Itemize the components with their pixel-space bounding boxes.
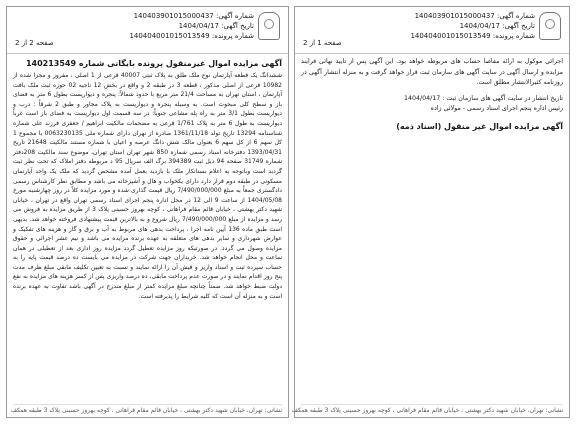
page-footer: نشانی: تهران، خیابان شهید دکتر بهشتی ، خیابان قائم مقام فراهانی ، کوچه بهروز حسینی پلاک 3 طبقه همکف: [301, 404, 563, 414]
emblem-icon: [258, 12, 280, 40]
notice-number: شماره آگهی: 140403901015000437: [133, 12, 254, 20]
notice-title: آگهی مزایده اموال غیرمنقول پرونده بایگانی شماره 140213549: [25, 59, 282, 68]
page-header: [7, 7, 288, 54]
notice-date: تاریخ آگهی: 1404/04/17: [178, 22, 254, 30]
case-number: شماره پرونده: 140404001015013549: [129, 32, 254, 40]
notice-number: شماره آگهی: 140403901015000437: [414, 12, 535, 20]
notice-page-1: [291, 6, 570, 418]
emblem-icon: [539, 12, 561, 40]
page-header: [295, 7, 569, 54]
publish-date: تاریخ انتشار در سایت آگهی های سازمان ثبت : 1404/04/17: [404, 94, 563, 102]
notice-date: تاریخ آگهی: 1404/04/17: [459, 22, 535, 30]
page-footer: نشانی: تهران، خیابان شهید دکتر بهشتی ، خیابان قائم مقام فراهانی ، کوچه بهروز حسینی پلاک 3 طبقه همکف: [13, 404, 282, 414]
page-number: صفحه 2 از 2: [15, 39, 54, 47]
page-body: [295, 54, 569, 131]
page-body: [7, 54, 288, 301]
intro-paragraph: اجرائی موکول به ارائه مفاصا حساب های مربوطه خواهد بود. این آگهی پس از تایید نهائی فرایند مزایده و ارسال آگهی در سایت آگهی های سازمان ثبت قرار خواهد گرفت و به منزله انتشار آگهی در روزنامه کثیرالانتشار مطلق است.: [301, 58, 563, 87]
office-signature: رئیس اداره پنجم اجرای اسناد رسمی - مولائی زاده: [430, 105, 563, 113]
section-title: آگهی مزایده اموال غیر منقول (اسناد ذمه): [396, 121, 563, 131]
notice-meta: [410, 11, 535, 41]
notice-body: ششدانگ یک قطعه آپارتمان نوع ملک طلق به پلاک ثبتی 40007 فرعی از 1 اصلی ، مفروز و مجزا شده از 10982 فرعی از اصلی مذکور ، قطعه 3 در طبقه 2 و واقع در بخش 12 ناحیه 02 حوزه ثبت ملک بافت آپارتمان ، استان تهران به مساحت 21/4 متر مربع با حدود شمالاً: پنجره و دیواریست بطول 6 متر به فضای باز و سطح کلی مبحوث است. به وسیله پنجره و دیواریست به پلاک مجاور و طبق 2 شرقاً : درب و دیواریست بطول 3/1 متر به راه پله مشاعی جنوباً: در سه قسمت اول دیواریست به فضای باز است غرباً دیواریست به طول 6 متر به پلاک 1/761 فرعی به مضحمات مالکیت ابراهیم / جعفری فرزند علی شماره شناسنامه 13294 تاریخ تولد 1361/11/18 صادره از تهران دارای شماره ملی 0063230135 با مجموع 1 کل سهم 6 از کل سهم 6 بعنوان مالک شش دانگ عرصه و اعیان با شماره مستند مالکیت 21648 تاریخ 1393/04/31 دفترخانه اسناد رسمی شماره 850 شهر تهران استان تهران، موضوع سند مالکیت 208دفتر شماره 31749 صفحه 94 ذیل ثبت 394389 برگ الف سریال 95 د مربوطه دفتر املاک که تحت نظر ثبت گردید است وبانوجه به اعلام بستانکار ملک با بازدید بعمل آمده مشخص گردید که ملک یک واحد آپارتمان مسکونی در طبقه دوم قرار دارد دارای یکخواب و هال و آشپزخانه می باشد و مطابق نظر کارشناس رسمی دادگستری جمعاً به مبلغ 7/490/000/000 ریال قیمت گذاری شده و مورد مزایده کلاً در روز چهارشنبه مورخ 1404/05/08 از ساعت 9 الی 12 در محل اداره پنجم اجرای اسناد رسمی تهران واقع در تهران ، خیابان شهید دکتر بهشتی ، خیابان قائم مقام فراهانی ، کوچه بهروز حسینی پلاک 3 از طریق مزایده به فروش می رسد و مزایده از مبلغ 7/490/000/000 ریال شروع و به بالاترین قیمت پیشنهادی فروخته خواهد شد. بدیهی است طبق ماده 136 آیین نامه اجرا ، پرداخت بدهی های مربوط به آب و برق و گاز و هزینه های تفکیک و عوارض شهرداری و سایر بدهی های متعلقه به عهده برنده مزایده می باشد و نیم عشر اجرائی و حقوق مزایده وصول می گردد. در صورتیکه روز مزایده تعطیل گردد مزایده روز اداری بعد از تعطیلی در همان ساعت و محل انجام خواهد شد. خریداران جهت شرکت در مزایده می بایست ده درصد قیمت پایه را به حساب سپرده ثبت و اسناد واریز و فیش آن را ارائه نمایند و نسبت به تعیین تکلیف مابقی مبلغ ظرف مدت پنج روز اقدام نمایند و در صورت عدم پرداخت مابقی، ده درصد واریزی پس از کسر هزینه های مزایده به نفع دولت ضبط خواهد شد. ضمناً چنانچه مبلغ مزایده کمتر از مبلغ مندرج در آگهی باشد تفاوت به عهده برنده است و به منزله آن است که کلیه شرایط را پذیرفته است.: [13, 72, 283, 300]
page-number: صفحه 1 از 2: [303, 39, 342, 47]
notice-page-2: [6, 6, 289, 418]
case-number: شماره پرونده: 140404001015013549: [410, 32, 535, 40]
notice-meta: [129, 11, 254, 41]
